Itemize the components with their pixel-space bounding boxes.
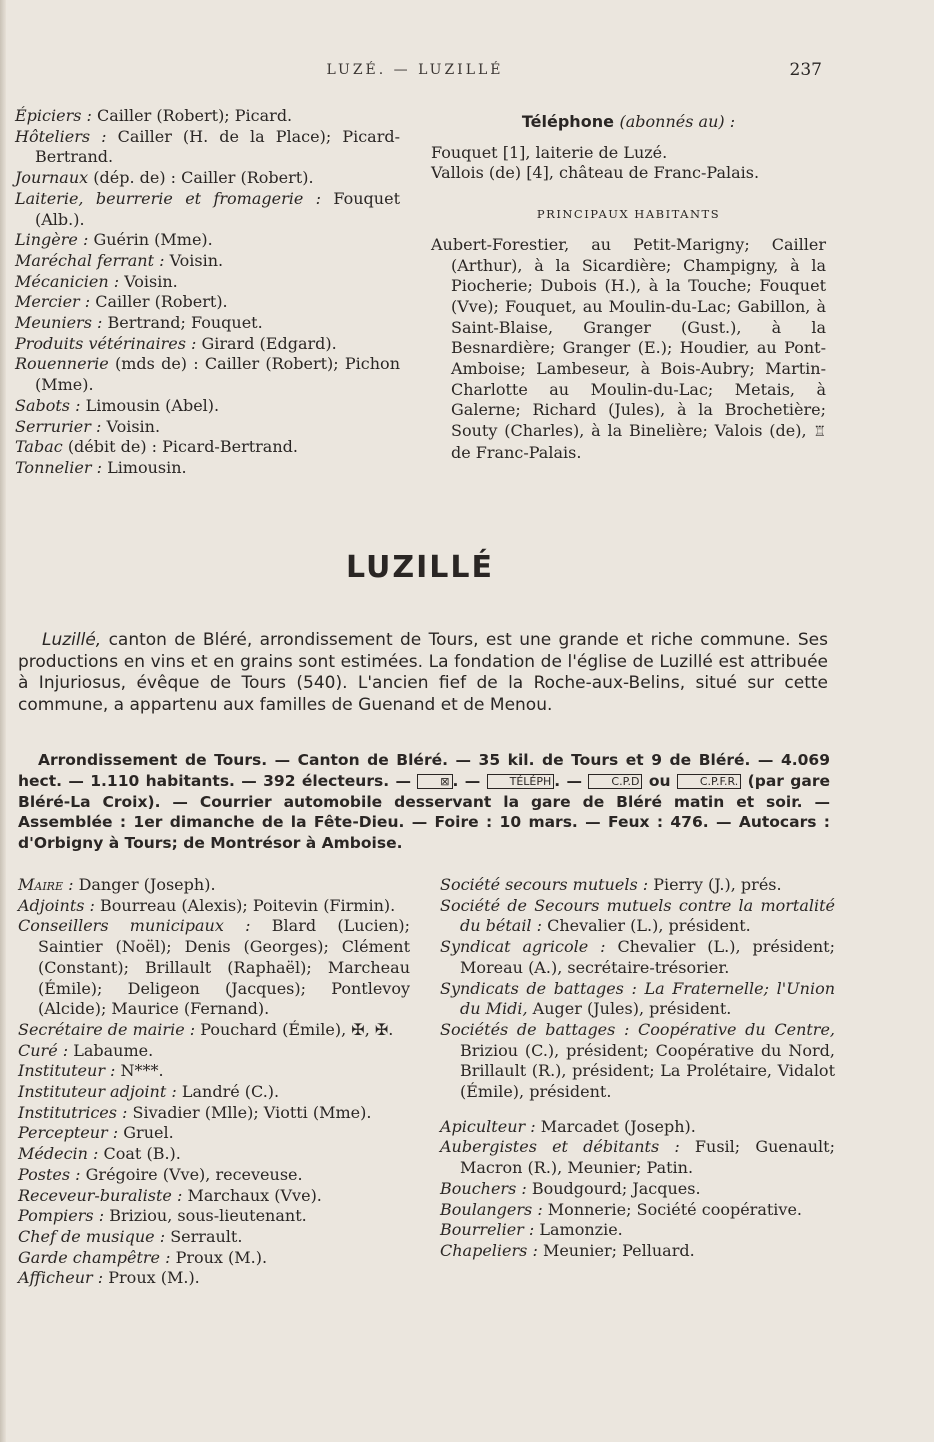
society-entry [440,979,835,1020]
society-text: Briziou (C.), président; Coopérative du Nord, Brillault (R.), président; La Prolétaire, Vidalot (Émile), président. [460,1040,835,1102]
trade-entry [15,313,400,334]
official-entry [18,875,410,896]
trade-label: Apiculteur : [440,1116,536,1136]
trade-text: (dép. de) : Cailler (Robert). [93,168,314,188]
official-label: Receveur-buraliste : [18,1185,183,1205]
telephone-heading-note: (abonnés au) : [619,112,736,131]
trade-text: Limousin. [107,457,187,477]
official-entry [18,1227,410,1248]
section-gap [440,1103,835,1117]
trade-entry [15,417,400,438]
trade-text: Monnerie; Société coopérative. [547,1199,802,1219]
page-number: 237 [789,60,822,80]
societies-column [440,875,835,1262]
official-text: Danger (Joseph). [78,875,216,894]
trade-entry [15,292,400,313]
trade-entry [15,458,400,479]
society-text: Pierry (J.), prés. [653,875,782,894]
trade-text: Cailler (Robert). [95,292,228,312]
trade-text: Cailler (Robert); Picard. [97,106,293,125]
official-entry [18,1041,410,1062]
official-text: Grégoire (Vve), receveuse. [85,1164,303,1184]
trade-label: Aubergistes et débitants : [440,1137,680,1157]
trade-entry [15,168,400,189]
trade-label: Épiciers : [15,106,92,125]
telephone-entry: Fouquet [1], laiterie de Luzé. [431,142,668,162]
stats-part-4: ou [648,771,671,790]
trade-text: Fouquet (Alb.). [35,188,400,229]
society-label: Syndicats de battages : La Fraternelle; l'Union du Midi, [440,978,835,1019]
official-label: Curé : [18,1040,69,1060]
official-entry [18,1103,410,1124]
trade-entry [440,1241,835,1262]
commune-stats [18,750,830,854]
society-text: Chevalier (L.), président; Moreau (A.), secrétaire-trésorier. [460,937,835,977]
trade-label: Bouchers : [440,1178,527,1198]
society-label: Syndicat agricole : [440,937,606,957]
commune-intro-text: canton de Bléré, arrondissement de Tours, est une grande et riche commune. Ses productions en vins et en grains sont estimées. La fondation de l'église de Luzillé est attribuée à Injuriosus, évêque de Tours (540). L'ancien fief de la Roche-aux-Belins, situé sur cette commune, a appartenu aux familles de Guenand et de Menou. [18,630,828,715]
official-entry [18,1061,410,1082]
principaux-end: de Franc-Palais. [451,442,582,462]
trade-label: Tabac [15,437,63,457]
trade-label: Meuniers : [15,313,103,333]
trade-label: Journaux [15,168,89,188]
cpfr-box: C.P.F.R. [677,774,741,789]
commune-intro-lead: Luzillé, [42,630,102,650]
postal-icon: ⊠ [417,774,452,789]
official-text: Proux (M.). [175,1247,268,1267]
official-entry [18,1020,410,1041]
trade-label: Tonnelier : [15,457,102,477]
trade-entry [15,127,400,168]
trade-label: Mercier : [15,292,91,312]
trade-label: Hôteliers : [15,126,107,146]
page-spine [0,0,6,1442]
trade-text: Girard (Edgard). [201,333,337,353]
trade-text: Guérin (Mme). [93,230,213,250]
official-entry [18,1165,410,1186]
official-label: Afficheur : [18,1268,104,1288]
official-text: Marchaux (Vve). [187,1185,322,1205]
society-entry [440,937,835,978]
official-entry [18,1248,410,1269]
official-label: Institutrices : [18,1102,128,1122]
official-label: Garde champêtre : [18,1247,171,1267]
chateau-icon: ♖ [813,424,826,441]
trade-entry [15,437,400,458]
trade-entry [15,189,400,230]
trade-text: Cailler (H. de la Place); Picard-Bertrand. [35,126,400,167]
official-label: Pompiers : [18,1206,105,1226]
trade-label: Laiterie, beurrerie et fromagerie : [15,188,322,208]
official-text: Briziou, sous-lieutenant. [109,1206,307,1226]
official-text: Bourreau (Alexis); Poitevin (Firmin). [100,895,396,915]
official-label: Médecin : [18,1144,99,1164]
official-text: Gruel. [123,1123,174,1143]
trade-label: Boulangers : [440,1199,543,1219]
telephone-heading [431,112,826,133]
society-label: Société secours mutuels : [440,875,649,894]
telephone-box: TÉLÉPH [487,774,555,789]
society-entry [440,1020,835,1103]
official-text: Pouchard (Émile), ✠, ✠. [200,1019,394,1039]
official-label: Conseillers municipaux : [18,916,251,936]
trade-text: (débit de) : Picard-Bertrand. [67,437,298,457]
commune-title: LUZILLÉ [345,550,495,585]
trade-text: Voisin. [106,416,161,436]
official-label: Instituteur adjoint : [18,1082,177,1102]
society-label: Sociétés de battages : Coopérative du Centre, [440,1019,835,1039]
trade-entry [15,251,400,272]
trade-entry [440,1200,835,1221]
official-label: Secrétaire de mairie : [18,1019,196,1039]
trade-label: Serrurier : [15,416,102,436]
official-entry [18,1206,410,1227]
trade-entry [15,106,400,127]
official-entry [18,896,410,917]
trade-label: Sabots : [15,395,81,415]
trade-label: Produits vétérinaires : [15,333,197,353]
principaux-text [431,235,826,464]
principaux-heading: PRINCIPAUX HABITANTS [536,207,721,222]
trade-entry [440,1220,835,1241]
official-label: Adjoints : [18,895,95,915]
trade-label: Maréchal ferrant : [15,250,165,270]
stats-part-2: . — [452,771,481,790]
trade-label: Mécanicien : [15,271,120,291]
official-label: Instituteur : [18,1061,116,1081]
trade-entry [440,1179,835,1200]
telephone-heading-text: Téléphone [521,112,614,131]
cpd-box: C.P.D [588,774,642,789]
official-label: Percepteur : [18,1123,119,1143]
society-text: Auger (Jules), président. [532,999,732,1019]
trade-entry [15,396,400,417]
trade-label: Lingère : [15,230,89,250]
trade-text: (mds de) : Cailler (Robert); Pichon (Mme). [35,354,400,395]
official-label: Maire : [18,875,74,894]
telephone-entry: Vallois (de) [4], château de Franc-Palais. [431,163,760,183]
commune-intro [18,630,828,716]
trade-text: Voisin. [169,250,224,270]
trade-entry [15,334,400,355]
official-label: Postes : [18,1164,81,1184]
official-text: Landré (C.). [181,1082,280,1102]
society-entry [440,875,835,896]
page-header [0,60,934,84]
trade-text: Marcadet (Joseph). [540,1116,696,1136]
luze-trades-column [15,106,400,479]
official-text: Sivadier (Mlle); Viotti (Mme). [132,1102,372,1122]
telephone-column [431,112,826,464]
official-label: Chef de musique : [18,1226,166,1246]
official-text: Coat (B.). [103,1144,181,1164]
society-label: Société de Secours mutuels contre la mortalité du bétail : [440,895,835,936]
trade-label: Chapeliers : [440,1240,538,1260]
official-entry [18,1144,410,1165]
trade-text: Voisin. [124,271,178,291]
trade-entry [15,354,400,395]
stats-part-1: Arrondissement de Tours. — Canton de Bléré. — 35 kil. de Tours et 9 de Bléré. — 4.069 hect. — 1.110 habitants. — 392 électeurs. — [18,751,830,790]
official-entry [18,1082,410,1103]
official-text: N***. [120,1061,164,1081]
official-entry [18,1186,410,1207]
trade-label: Bourrelier : [440,1220,535,1240]
trade-text: Meunier; Pelluard. [542,1240,695,1260]
trade-text: Bertrand; Fouquet. [107,313,263,333]
trade-text: Lamonzie. [539,1220,623,1240]
official-text: Proux (M.). [108,1268,200,1288]
official-entry [18,1268,410,1289]
officials-column [18,875,410,1289]
running-head: LUZÉ. — LUZILLÉ [326,62,504,78]
trade-entry [440,1137,835,1178]
official-entry [18,1123,410,1144]
society-entry [440,896,835,937]
trade-entry [15,230,400,251]
principaux-body: Aubert-Forestier, au Petit-Marigny; Cailler (Arthur), à la Sicardière; Champigny, à la Piocherie; Dubois (H.), à la Touche; Fouquet (Vve); Fouquet, au Moulin-du-Lac; Gabillon, à Saint-Blaise, Granger (Gust.), à la Besnardière; Granger (E.); Houdier, au Pont-Amboise; Lambeseur, à Bois-Aubry; Martin-Charlotte au Moulin-du-Lac; Metais, à Galerne; Richard (Jules), à la Brochetière; Souty (Charles), à la Binelière; Valois (de), [431,234,826,441]
trade-text: Limousin (Abel). [85,395,220,415]
trade-entry [440,1117,835,1138]
trade-entry [15,272,400,293]
trade-label: Rouennerie [15,354,109,374]
society-text: Chevalier (L.), président. [547,916,751,936]
trade-text: Boudgourd; Jacques. [531,1178,701,1198]
official-text: Labaume. [73,1040,154,1060]
stats-part-5: (par gare Bléré-La Croix). — Courrier automobile desservant la gare de Bléré matin et soir. — Assemblée : 1er dimanche de la Fête-Dieu. — Foire : 10 mars. — Feux : 476. — Autocars : d'Orbigny à Tours; de Montrésor à Amboise. [18,771,830,853]
trade-text: Fusil; Guenault; Macron (R.), Meunier; Patin. [460,1137,835,1178]
official-entry [18,916,410,1020]
stats-part-3: . — [554,771,583,790]
official-text: Serrault. [170,1226,243,1246]
official-text: Blard (Lucien); Saintier (Noël); Denis (Georges); Clément (Constant); Brillault (Raphaël); Marcheau (Émile); Deligeon (Jacques); Pontlevoy (Alcide); Maurice (Fernand). [38,916,411,1019]
